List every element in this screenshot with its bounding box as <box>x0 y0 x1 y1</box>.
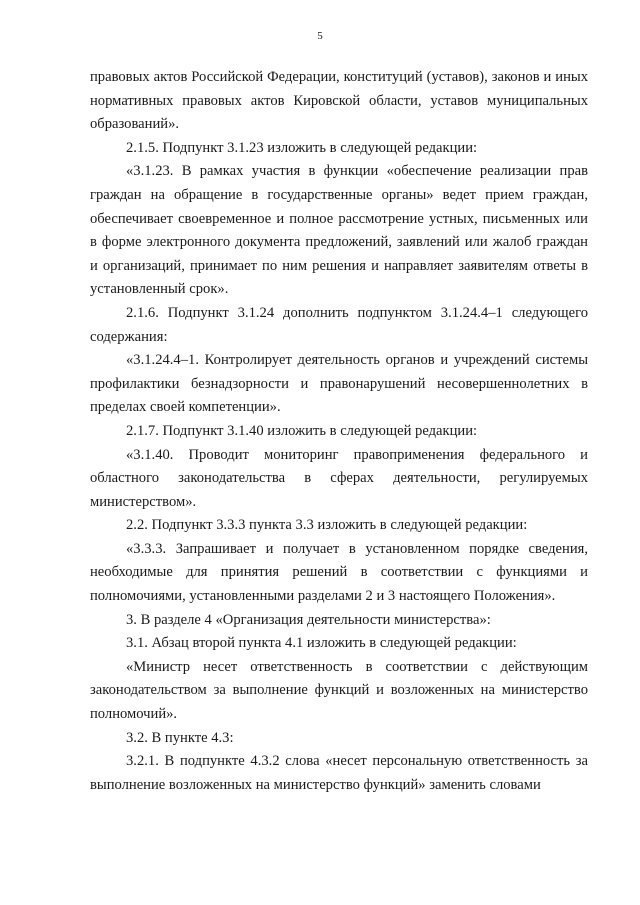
paragraph-3-1-23-text: «3.1.23. В рамках участия в функции «обеспечение реализации прав граждан на обращение в государственные органы» ведет прием граждан, обеспечивает своевременное и полное рассмотрение устных, письменных или в форме электронного документа предложений, заявлений или жалоб граждан и организаций, принимает по ним решения и направляет заявителям ответы в установленный срок». <box>90 163 588 298</box>
paragraph-2-1-5: 2.1.5. Подпункт 3.1.23 изложить в следующей редакции: <box>126 139 478 156</box>
paragraph-2-1-7: 2.1.7. Подпункт 3.1.40 изложить в следующей редакции: <box>126 422 478 439</box>
paragraph-minister-text: «Министр несет ответственность в соответствии с действующим законодательством за выполнение функций и возложенных на министерство полномочий». <box>90 658 588 723</box>
document-body <box>90 66 588 797</box>
paragraph-2-2: 2.2. Подпункт 3.3.3 пункта 3.3 изложить в следующей редакции: <box>126 517 528 534</box>
paragraph-3-1: 3.1. Абзац второй пункта 4.1 изложить в следующей редакции: <box>126 635 517 652</box>
page-number: 5 <box>317 30 323 42</box>
paragraph-3-1-24-4-1-text: «3.1.24.4–1. Контролирует деятельность органов и учреждений системы профилактики безнадзорности и правонарушений несовершеннолетних в пределах своей компетенции». <box>90 352 588 416</box>
paragraph-3-2: 3.2. В пункте 4.3: <box>126 729 234 746</box>
paragraph-3-2-1: 3.2.1. В подпункте 4.3.2 слова «несет персональную ответственность за выполнение возложенных на министерство функций» заменить словами <box>90 753 588 793</box>
paragraph-2-1-6: 2.1.6. Подпункт 3.1.24 дополнить подпунктом 3.1.24.4–1 следующего содержания: <box>90 304 588 345</box>
paragraph-3-section-4: 3. В разделе 4 «Организация деятельности министерства»: <box>126 611 491 628</box>
paragraph-continuation: правовых актов Российской Федерации, конституций (уставов), законов и иных нормативных правовых актов Кировской области, уставов муниципальных образований». <box>90 69 588 133</box>
paragraph-3-1-40-text: «3.1.40. Проводит мониторинг правоприменения федерального и областного законодательства в сферах деятельности, регулируемых министерством». <box>90 446 588 510</box>
paragraph-3-3-3-text: «3.3.3. Запрашивает и получает в установленном порядке сведения, необходимые для принятия решений в соответствии с функциями и полномочиями, установленными разделами 2 и 3 настоящего Положения». <box>90 540 588 605</box>
